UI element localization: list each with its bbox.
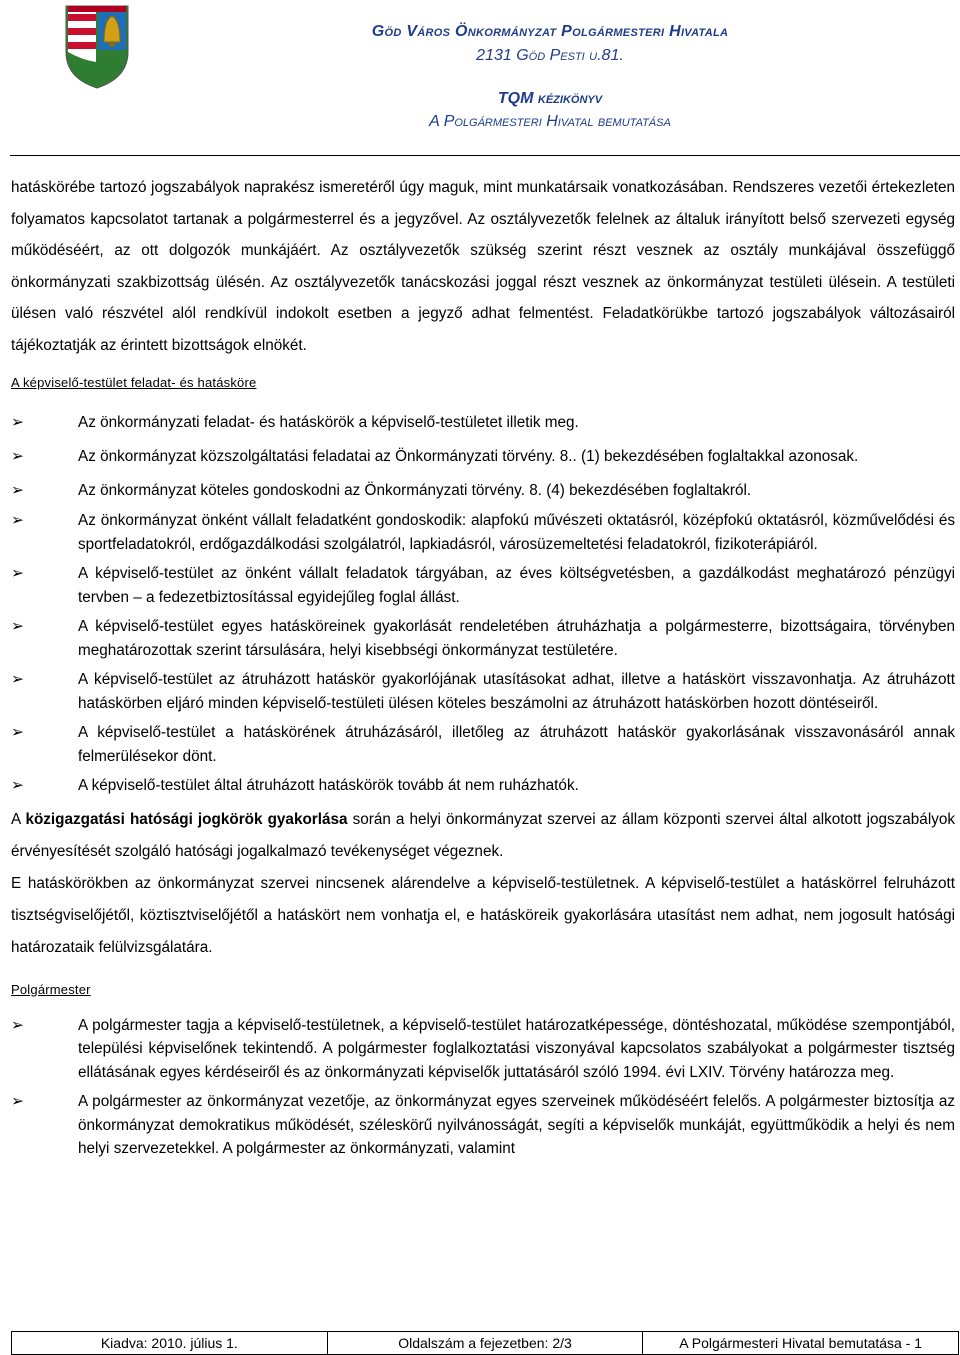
list-item: ➢ Az önkormányzat köteles gondoskodni az Önkormányzati törvény. 8. (4) bekezdésében foglaltakról. — [11, 475, 955, 507]
list-item: ➢ A képviselő-testület egyes hatásköreinek gyakorlását rendeletében átruházhatja a polgármesterre, bizottságaira, törvényben meghatározottak szerint társulására, helyi kisebbségi önkormányzat testületére. — [11, 615, 955, 662]
arrow-bullet-icon: ➢ — [11, 671, 24, 688]
section-heading-council: A képviselő-testület feladat- és hatásköre — [11, 375, 257, 390]
list-item: ➢ A képviselő-testület a hatáskörének átruházásáról, illetőleg az átruházott hatáskör gyakorlásának visszavonásáról annak felmerülésekor dönt. — [11, 721, 955, 768]
arrow-bullet-icon: ➢ — [11, 512, 24, 529]
arrow-bullet-icon: ➢ — [11, 414, 24, 431]
list-item: ➢ A képviselő-testület által átruházott hatáskörök tovább át nem ruházhatók. — [11, 774, 955, 798]
authority-paragraph: A közigazgatási hatósági jogkörök gyakorlása során a helyi önkormányzat szervei az állam központi szervei által alkotott jogszabályok érvényesítését szolgáló hatósági jogalkalmazó tevékenységet végeznek. — [11, 810, 956, 860]
footer-issued-date: Kiadva: 2010. július 1. — [12, 1332, 328, 1354]
list-item: ➢ Az önkormányzati feladat- és hatáskörök a képviselő-testületet illetik meg. — [11, 407, 955, 439]
chapter-title: A Polgármesteri Hivatal bemutatása — [429, 113, 671, 130]
list-item: ➢ A polgármester tagja a képviselő-testületnek, a képviselő-testület határozatképessége, döntéshozatal, működése szempontjából, települési képviselőnek tekintendő. A polgármester foglalkoztatási viszonyával kapcsolatos szabályokat a polgármester tisztség ellátásának egyes kérdéseiről és az önkormányzati képviselők juttatásáról szóló 1994. évi LXIV. Törvény határozza meg. — [11, 1014, 955, 1085]
arrow-bullet-icon: ➢ — [11, 1016, 24, 1034]
list-item: ➢ Az önkormányzat önként vállalt feladatként gondoskodik: alapfokú művészeti oktatásról, középfokú oktatásról, közművelődési és sportfeladatokról, erdőgazdálkodási szolgálatról, lapkiadásról, városüzemeltetési feladatokról, fizikoterápiáról. — [11, 509, 955, 556]
arrow-bullet-icon: ➢ — [11, 1093, 24, 1110]
manual-title: TQM kézikönyv — [497, 90, 603, 107]
list-item: ➢ A képviselő-testület az átruházott hatáskör gyakorlójának utasításokat adhat, illetve a hatáskört visszavonhatja. Az átruházott hatáskörben eljáró minden képviselő-testületi ülésen köteles beszámolni az átruházott hatáskörben hozott döntéseiről. — [11, 668, 955, 715]
office-address: 2131 Göd Pesti u.81. — [476, 47, 624, 64]
arrow-bullet-icon: ➢ — [11, 482, 24, 499]
list-item: ➢ A képviselő-testület az önként vállalt feladatok tárgyában, az éves költségvetésben, a gazdálkodást meghatározó pénzügyi tervben – a fedezetbiztosítással egyidejűleg foglal állást. — [11, 562, 955, 609]
city-crest-logo — [62, 2, 132, 90]
page-footer — [11, 1331, 959, 1355]
bold-term: közigazgatási hatósági jogkörök gyakorlása — [25, 810, 348, 828]
intro-paragraph: hatáskörébe tartozó jogszabályok naprakész ismeretéről úgy maguk, mint munkatársaik vonatkozásában. Rendszeres vezetői értekezleten folyamatos kapcsolatot tartanak a polgármesterrel és a jegyzővel. Az osztályvezetők felelnek az általuk irányított belső szervezeti egység működéséért, az ott dolgozók munkájáért. Az osztályvezetők szükség szerint részt vesznek az osztály munkájával összefüggő önkormányzati szakbizottság ülésén. Az osztályvezetők tanácskozási joggal részt vesznek az önkormányzat testületi ülésein. A testületi ülésen való részvétel alól rendkívül indokolt esetben a jegyző adhat felmentést. Feladatkörükbe tartozó jogszabályok változásairól tájékoztatják az érintett bizottságok elnökét. — [11, 179, 955, 354]
footer-page-number: Oldalszám a fejezetben: 2/3 — [328, 1332, 644, 1354]
arrow-bullet-icon: ➢ — [11, 618, 24, 635]
subordination-paragraph: E hatáskörökben az önkormányzat szervei nincsenek alárendelve a képviselő-testületnek. A képviselő-testület a hatáskörrel felruházott tisztségviselőjétől, köztisztviselőjétől a hatáskört nem vonhatja el, e hatásköreik gyakorlására utasítást nem adhat, nem jogosult hatósági határozataik felülvizsgálatára. — [11, 874, 955, 956]
document-header — [140, 20, 960, 134]
section-heading-mayor: Polgármester — [11, 981, 91, 997]
header-divider — [10, 155, 960, 156]
arrow-bullet-icon: ➢ — [11, 448, 24, 465]
mayor-bullet-list — [11, 1014, 955, 1161]
council-bullet-list — [11, 407, 955, 798]
list-item: ➢ Az önkormányzat közszolgáltatási feladatai az Önkormányzati törvény. 8.. (1) bekezdésében foglaltakkal azonosak. — [11, 441, 955, 473]
arrow-bullet-icon: ➢ — [11, 724, 24, 741]
arrow-bullet-icon: ➢ — [11, 565, 24, 582]
arrow-bullet-icon: ➢ — [11, 777, 24, 794]
document-body — [11, 172, 955, 1167]
footer-chapter-title: A Polgármesteri Hivatal bemutatása - 1 — [679, 1335, 923, 1351]
office-name: Göd Város Önkormányzat Polgármesteri Hivatala — [371, 23, 729, 40]
list-item: ➢ A polgármester az önkormányzat vezetője, az önkormányzat egyes szerveinek működéséért felelős. A polgármester biztosítja az önkormányzat demokratikus működését, széleskörű nyilvánosságát, segíti a képviselők munkáját, együttműködik a helyi és nem helyi szervezetekkel. A polgármester az önkormányzati, valamint — [11, 1090, 955, 1161]
